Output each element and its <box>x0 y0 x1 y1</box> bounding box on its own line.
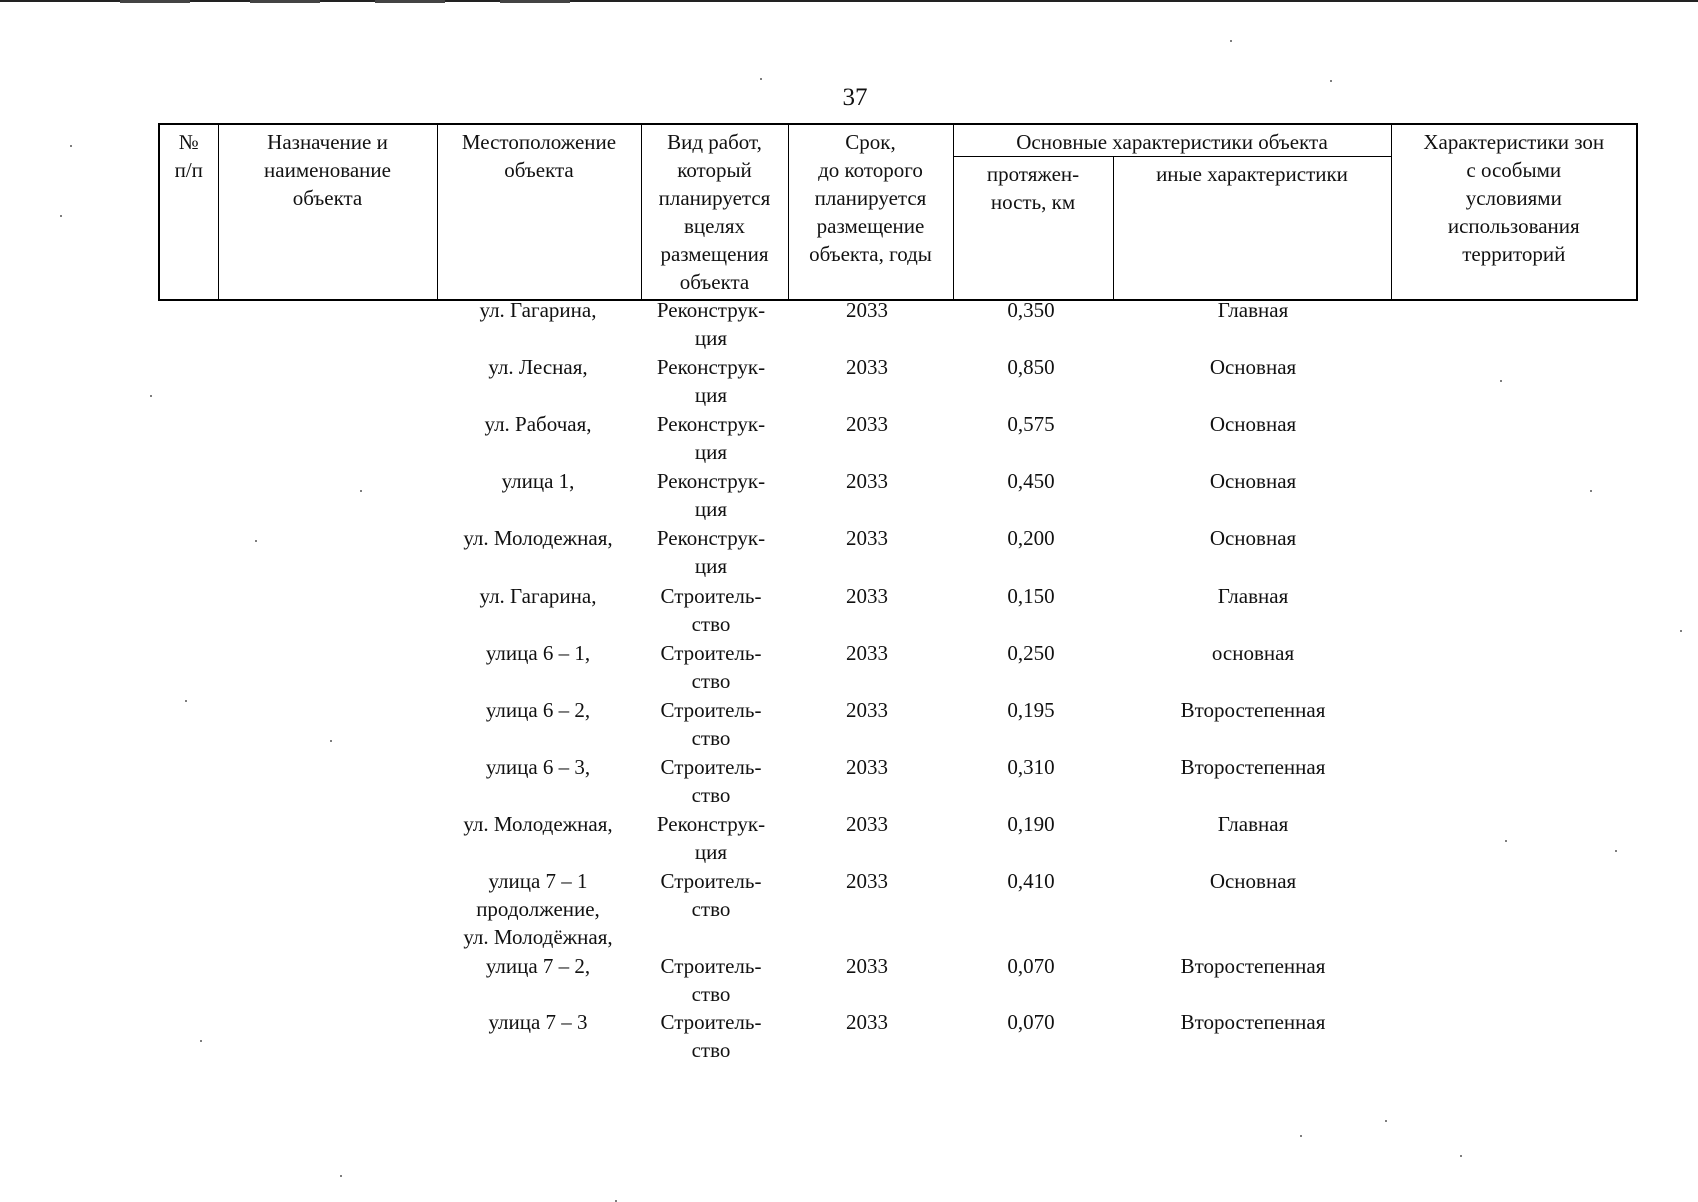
location-cell: улица 7 – 1 продолжение, ул. Молодёжная, <box>463 869 613 949</box>
other-cell: Основная <box>1209 526 1297 550</box>
scan-speck <box>340 1175 342 1177</box>
length-cell: 0,150 <box>1007 584 1055 608</box>
location-cell: ул. Рабочая, <box>484 412 592 436</box>
length-cell: 0,200 <box>1007 526 1055 550</box>
scan-speck <box>185 700 187 702</box>
work-cell: Реконструк- ция <box>656 526 766 578</box>
scan-speck <box>1615 850 1617 852</box>
top-border-segment <box>120 0 190 3</box>
work-cell: Строитель- ство <box>660 954 762 1006</box>
year-cell: 2033 <box>846 869 888 893</box>
header-name: Назначение и наименование объекта <box>218 124 437 300</box>
year-cell: 2033 <box>846 412 888 436</box>
work-cell: Строитель- ство <box>660 755 762 807</box>
other-cell: Основная <box>1209 355 1297 379</box>
header-work-type: Вид работ, который планируется вцелях размещения объекта <box>641 124 788 300</box>
length-cell: 0,450 <box>1007 469 1055 493</box>
header-length: протяжен- ность, км <box>953 157 1113 301</box>
header-num: № п/п <box>159 124 218 300</box>
length-cell: 0,195 <box>1007 698 1055 722</box>
year-cell: 2033 <box>846 526 888 550</box>
year-cell: 2033 <box>846 641 888 665</box>
scan-speck <box>1505 840 1507 842</box>
year-cell: 2033 <box>846 755 888 779</box>
scan-speck <box>1590 490 1592 492</box>
scan-speck <box>150 395 152 397</box>
year-cell: 2033 <box>846 812 888 836</box>
scan-speck <box>1460 1155 1462 1157</box>
location-cell: улица 7 – 3 <box>488 1010 588 1034</box>
length-cell: 0,070 <box>1007 954 1055 978</box>
year-cell: 2033 <box>846 698 888 722</box>
other-cell: Второстепенная <box>1180 1010 1326 1034</box>
location-cell: ул. Гагарина, <box>479 584 597 608</box>
year-cell: 2033 <box>846 298 888 322</box>
other-cell: Главная <box>1217 298 1289 322</box>
year-cell: 2033 <box>846 584 888 608</box>
location-cell: улица 6 – 3, <box>485 755 591 779</box>
work-cell: Строитель- ство <box>660 584 762 636</box>
length-cell: 0,190 <box>1007 812 1055 836</box>
other-cell: основная <box>1211 641 1295 665</box>
scan-speck <box>70 145 72 147</box>
scan-speck <box>760 78 762 80</box>
work-cell: Строитель- ство <box>660 1010 762 1062</box>
scan-speck <box>60 215 62 217</box>
year-cell: 2033 <box>846 355 888 379</box>
other-cell: Основная <box>1209 469 1297 493</box>
scan-speck <box>330 740 332 742</box>
work-cell: Реконструк- ция <box>656 412 766 464</box>
top-border-segment <box>375 0 445 3</box>
work-cell: Реконструк- ция <box>656 812 766 864</box>
header-location: Местоположение объекта <box>437 124 641 300</box>
location-cell: улица 7 – 2, <box>485 954 591 978</box>
length-cell: 0,850 <box>1007 355 1055 379</box>
scan-speck <box>255 540 257 542</box>
work-cell: Реконструк- ция <box>656 355 766 407</box>
length-cell: 0,410 <box>1007 869 1055 893</box>
other-cell: Второстепенная <box>1180 698 1326 722</box>
year-cell: 2033 <box>846 469 888 493</box>
location-cell: улица 6 – 2, <box>485 698 591 722</box>
work-cell: Реконструк- ция <box>656 298 766 350</box>
length-cell: 0,310 <box>1007 755 1055 779</box>
scan-speck <box>1230 40 1232 42</box>
work-cell: Реконструк- ция <box>656 469 766 521</box>
table-header <box>158 123 1638 301</box>
scan-speck <box>1680 630 1682 632</box>
year-cell: 2033 <box>846 1010 888 1034</box>
page-number: 37 <box>842 84 868 111</box>
header-term: Срок, до которого планируется размещение объекта, годы <box>788 124 953 300</box>
location-cell: ул. Лесная, <box>488 355 588 379</box>
other-cell: Основная <box>1209 869 1297 893</box>
location-cell: ул. Молодежная, <box>463 526 613 550</box>
header-other-characteristics: иные характеристики <box>1113 157 1391 301</box>
length-cell: 0,350 <box>1007 298 1055 322</box>
top-border-segment <box>500 0 570 3</box>
location-cell: улица 1, <box>501 469 575 493</box>
other-cell: Второстепенная <box>1180 755 1326 779</box>
header-main-characteristics: Основные характеристики объекта <box>953 124 1391 157</box>
work-cell: Строитель- ство <box>660 698 762 750</box>
other-cell: Второстепенная <box>1180 954 1326 978</box>
scan-speck <box>1300 1135 1302 1137</box>
header-zones: Характеристики зон с особыми условиями использования территорий <box>1391 124 1637 300</box>
scan-speck <box>1385 1120 1387 1122</box>
length-cell: 0,575 <box>1007 412 1055 436</box>
location-cell: ул. Молодежная, <box>463 812 613 836</box>
scan-speck <box>1500 380 1502 382</box>
location-cell: ул. Гагарина, <box>479 298 597 322</box>
scan-speck <box>200 1040 202 1042</box>
top-border-segment <box>250 0 320 3</box>
work-cell: Строитель- ство <box>660 869 762 921</box>
scan-speck <box>1330 80 1332 82</box>
other-cell: Главная <box>1217 584 1289 608</box>
scan-speck <box>360 490 362 492</box>
work-cell: Строитель- ство <box>660 641 762 693</box>
year-cell: 2033 <box>846 954 888 978</box>
length-cell: 0,070 <box>1007 1010 1055 1034</box>
length-cell: 0,250 <box>1007 641 1055 665</box>
other-cell: Основная <box>1209 412 1297 436</box>
other-cell: Главная <box>1217 812 1289 836</box>
location-cell: улица 6 – 1, <box>485 641 591 665</box>
